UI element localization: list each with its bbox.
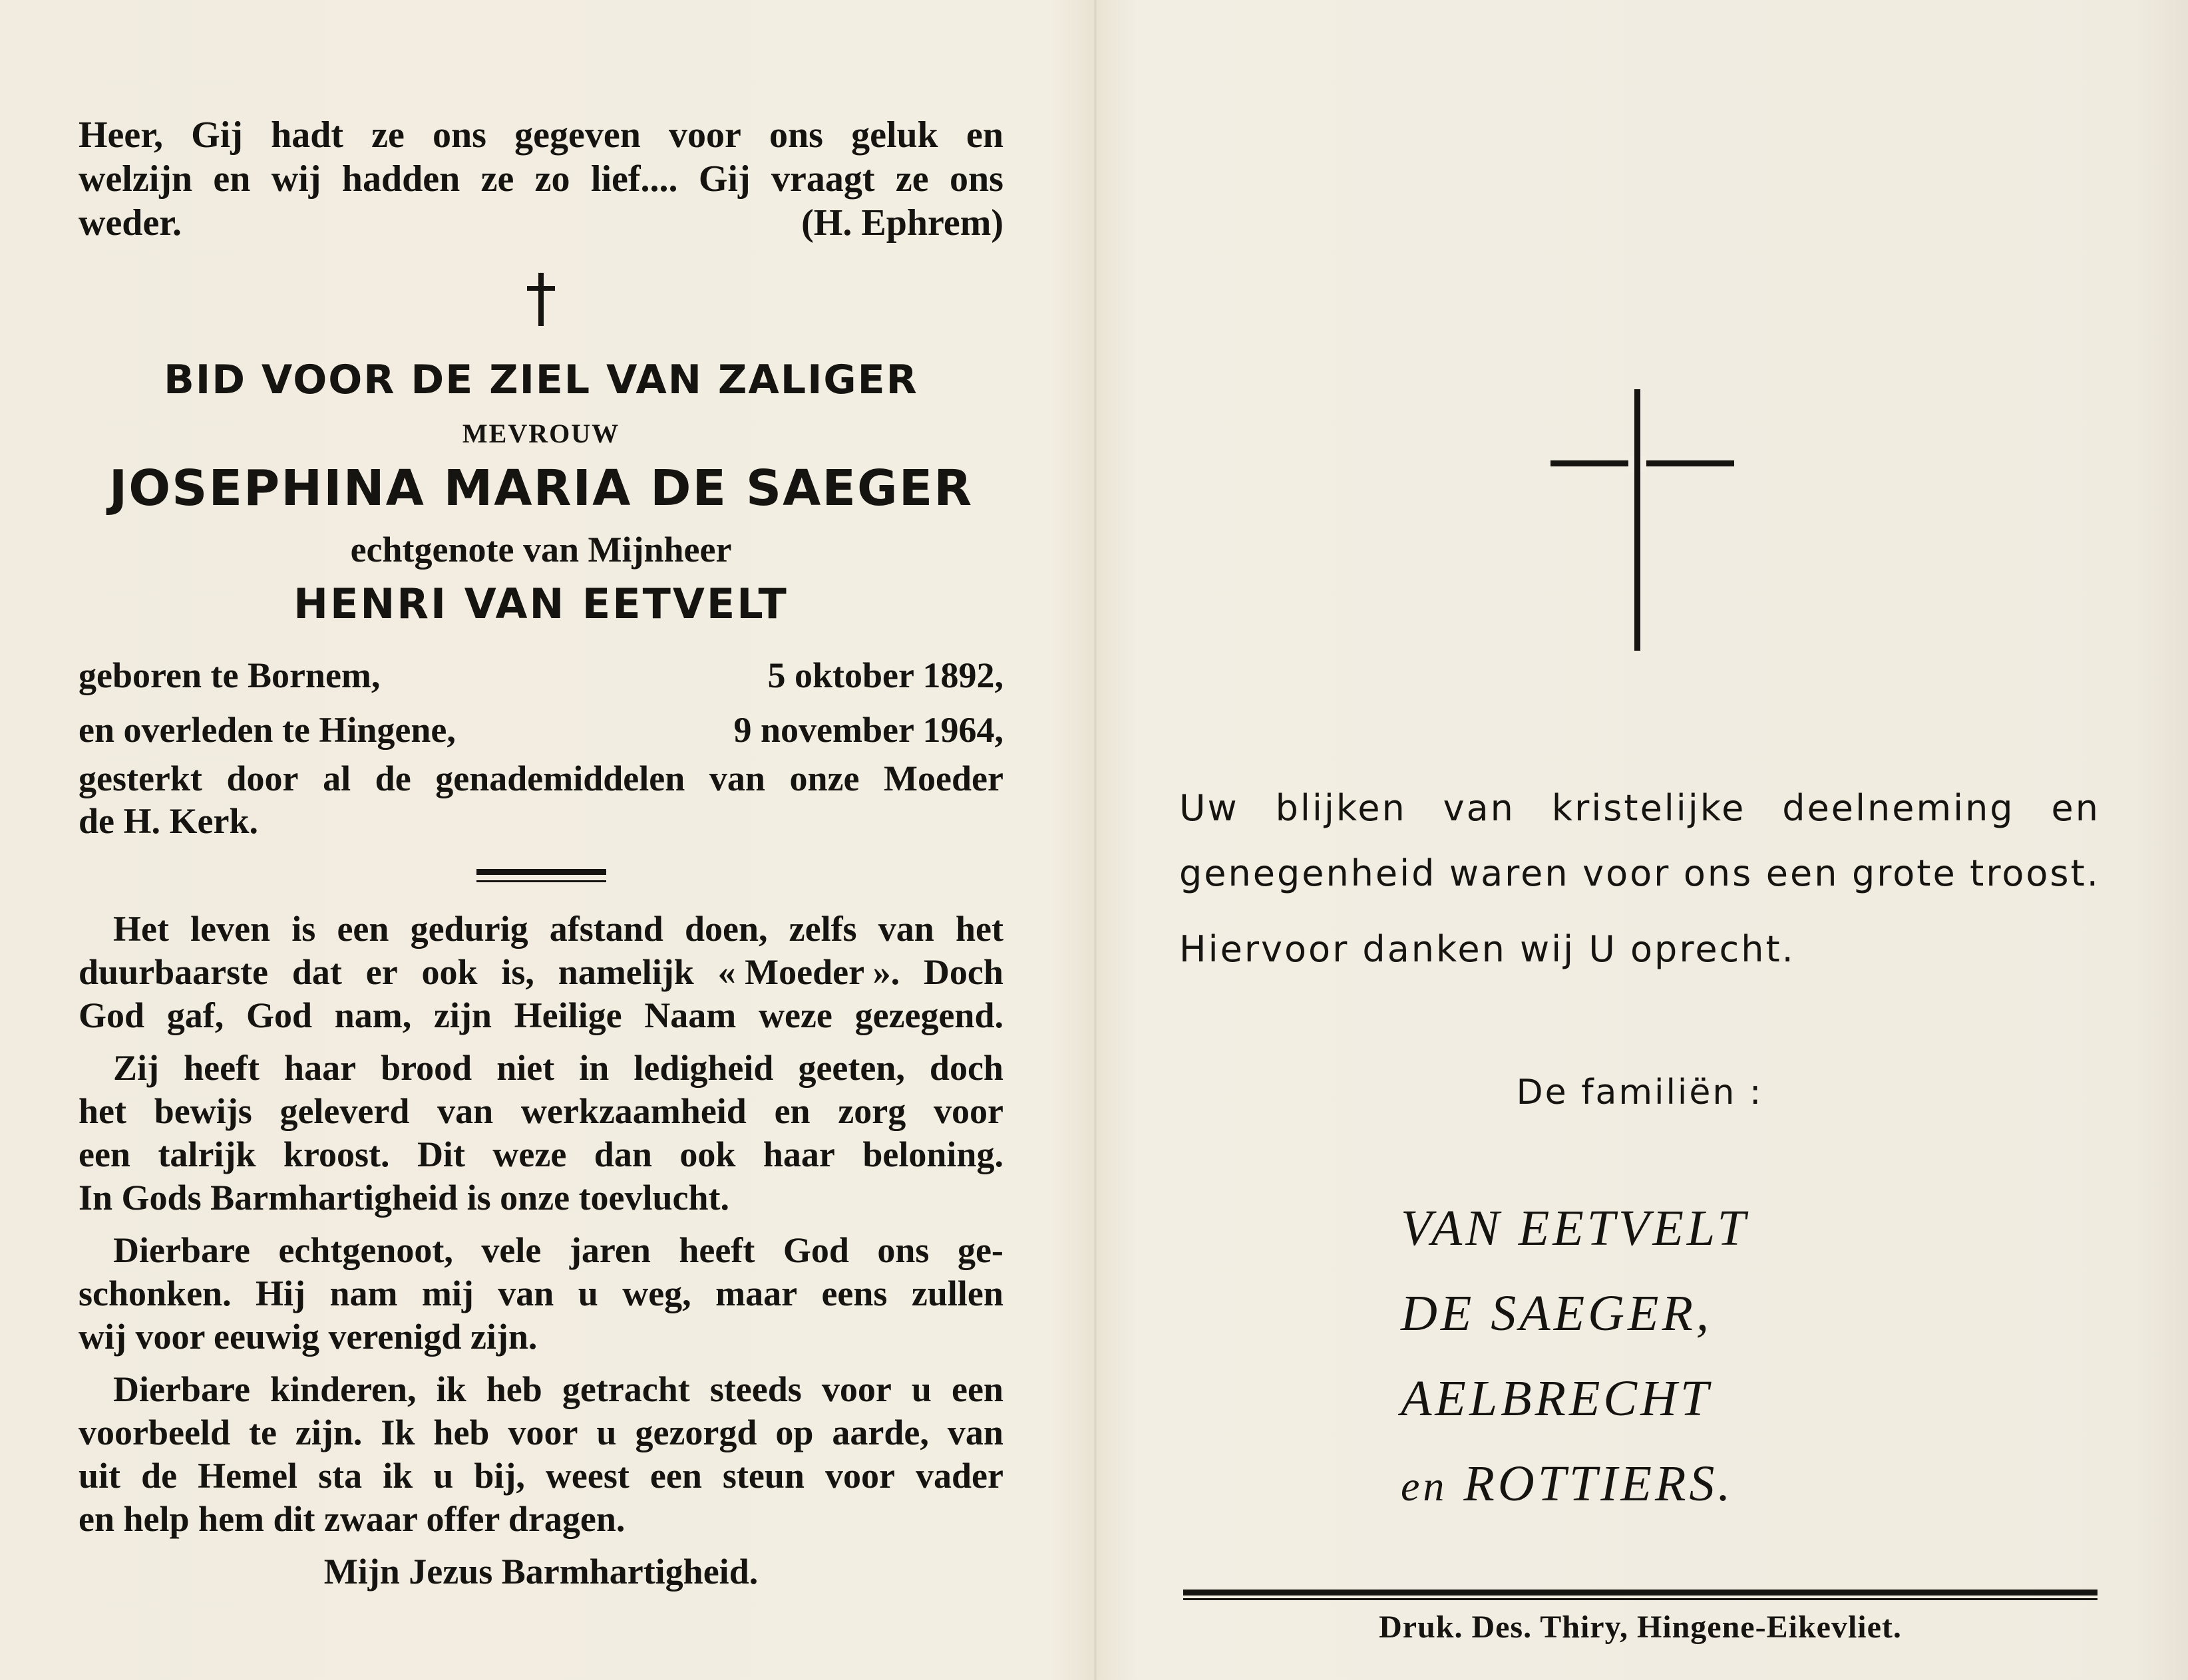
word: gedurig xyxy=(410,909,528,949)
word: heb xyxy=(486,1369,542,1409)
word: een xyxy=(337,909,389,949)
printer-credit: Druk. Des. Thiry, Hingene-Eikevliet. xyxy=(1379,1609,1902,1645)
word: ook xyxy=(421,952,478,992)
epigraph xyxy=(79,113,1003,245)
large-cross-icon xyxy=(1550,389,1734,651)
life-facts xyxy=(79,648,1003,842)
word: is xyxy=(291,909,316,949)
family-name: ROTTIERS. xyxy=(1463,1456,1734,1512)
word: haar xyxy=(284,1048,357,1088)
word: ze xyxy=(895,158,929,200)
birth-place: geboren te Bornem, xyxy=(79,655,381,695)
word: van xyxy=(878,909,934,949)
word: ze xyxy=(480,158,514,200)
death-row xyxy=(79,703,1003,757)
family-name: AELBRECHT xyxy=(1401,1371,1712,1427)
word: de xyxy=(141,1456,178,1496)
word: vader xyxy=(916,1456,1003,1496)
word: doch xyxy=(929,1048,1003,1088)
word: bewijs xyxy=(154,1091,252,1131)
word: zelfs xyxy=(789,909,857,949)
word: u xyxy=(911,1369,932,1409)
birth-date: 5 oktober 1892, xyxy=(767,655,1003,695)
thanks-text xyxy=(1179,776,2100,973)
word: te xyxy=(248,1413,277,1452)
family-name-last xyxy=(1401,1441,2000,1529)
word: genademiddelen xyxy=(435,758,685,798)
word: geluk xyxy=(851,114,938,156)
word: vraagt xyxy=(771,158,875,200)
word: het xyxy=(79,1091,126,1131)
family-name: DE SAEGER, xyxy=(1401,1285,1712,1341)
epigraph-attribution: (H. Ephrem) xyxy=(801,202,1003,244)
paragraph-last-line: wij voor eeuwig verenigd zijn. xyxy=(79,1317,538,1357)
word: echtgenoot, xyxy=(278,1230,453,1270)
word: wij xyxy=(271,158,321,200)
word: voor xyxy=(508,1413,578,1452)
word: nam xyxy=(329,1273,398,1313)
paragraph-line xyxy=(79,908,1003,951)
word: Doch xyxy=(923,952,1003,992)
word: in xyxy=(579,1048,610,1088)
epigraph-line-3 xyxy=(79,201,1003,245)
word: brood xyxy=(381,1048,472,1088)
word: hadt xyxy=(271,114,343,156)
families-label: De familiën : xyxy=(1516,1073,1763,1112)
word: weze xyxy=(492,1134,567,1174)
heading: BID VOOR DE ZIEL VAN ZALIGER xyxy=(164,357,918,403)
word: weest xyxy=(545,1456,630,1496)
word: vele xyxy=(481,1230,542,1270)
word: Zij xyxy=(113,1048,160,1088)
word: van xyxy=(498,1273,554,1313)
word: lief.... xyxy=(590,158,678,200)
word: genegenheid xyxy=(1179,852,1437,894)
word: waren xyxy=(1449,852,1570,894)
word: Uw xyxy=(1179,787,1239,829)
paragraph-line xyxy=(79,1411,1003,1454)
word: Dit xyxy=(417,1134,465,1174)
word: een xyxy=(79,1134,130,1174)
word: ik xyxy=(436,1369,466,1409)
paragraph-line xyxy=(79,1454,1003,1498)
word: aarde, xyxy=(832,1413,929,1452)
word: eens xyxy=(821,1273,888,1313)
paragraph-line xyxy=(79,994,1003,1037)
word: en xyxy=(2051,787,2100,829)
word: jaren xyxy=(569,1230,651,1270)
death-date: 9 november 1964, xyxy=(733,710,1003,750)
paragraph-1 xyxy=(79,908,1003,1037)
word: werkzaamheid xyxy=(520,1091,747,1131)
word: heeft xyxy=(679,1230,755,1270)
word: troost. xyxy=(1970,852,2100,894)
word: ik xyxy=(383,1456,413,1496)
word: Naam xyxy=(644,995,737,1035)
paragraph-line xyxy=(79,1229,1003,1272)
word: van xyxy=(437,1091,494,1131)
word: gesterkt xyxy=(79,758,202,798)
word: « Moeder ». xyxy=(717,952,900,992)
word: en xyxy=(966,114,1003,156)
word: op xyxy=(775,1413,814,1452)
word: zorg xyxy=(838,1091,906,1131)
spouse-intro: echtgenote van Mijnheer xyxy=(350,530,732,570)
word: getracht xyxy=(562,1369,690,1409)
word: is, xyxy=(501,952,534,992)
word: afstand xyxy=(549,909,663,949)
word: Gij xyxy=(191,114,243,156)
bottom-rule xyxy=(1183,1590,2097,1600)
body-text xyxy=(79,908,1003,1594)
word: er xyxy=(365,952,398,992)
word: voor xyxy=(1582,852,1671,894)
word: maar xyxy=(715,1273,798,1313)
word: schonken. xyxy=(79,1273,232,1313)
word: en xyxy=(213,158,251,200)
word: God xyxy=(79,995,145,1035)
word: God xyxy=(783,1230,849,1270)
word: een xyxy=(952,1369,1003,1409)
word: geleverd xyxy=(279,1091,410,1131)
word: zullen xyxy=(911,1273,1003,1313)
word: dan xyxy=(594,1134,652,1174)
word: ledigheid xyxy=(634,1048,774,1088)
word: kroost. xyxy=(283,1134,390,1174)
word: Ik xyxy=(381,1413,415,1452)
word: sta xyxy=(318,1456,363,1496)
word: geeten, xyxy=(798,1048,905,1088)
word: deelneming xyxy=(1782,787,2015,829)
word: doen, xyxy=(684,909,768,949)
word: niet xyxy=(496,1048,555,1088)
thanks-line-1 xyxy=(1179,776,2100,841)
word: dat xyxy=(291,952,342,992)
closing-invocation: Mijn Jezus Barmhartigheid. xyxy=(323,1552,759,1592)
small-cross-icon xyxy=(527,273,555,326)
paragraph-4 xyxy=(79,1368,1003,1541)
word: heb xyxy=(433,1413,490,1452)
word: zijn. xyxy=(295,1413,363,1452)
word: van xyxy=(947,1413,1003,1452)
paragraph-3 xyxy=(79,1229,1003,1359)
birth-row xyxy=(79,648,1003,703)
word: het xyxy=(955,909,1003,949)
word: voor xyxy=(933,1091,1003,1131)
divider xyxy=(476,869,606,882)
word: zijn xyxy=(433,995,492,1035)
word: u xyxy=(596,1413,617,1452)
word: steeds xyxy=(709,1369,802,1409)
word: blijken xyxy=(1275,787,1407,829)
paragraph-line xyxy=(79,951,1003,994)
word: namelijk xyxy=(558,952,694,992)
word: een xyxy=(649,1456,702,1496)
word: ons xyxy=(877,1230,930,1270)
word: van xyxy=(709,758,765,798)
word: nam, xyxy=(334,995,412,1035)
word: Hij xyxy=(256,1273,306,1313)
word: weze xyxy=(758,995,832,1035)
sacraments-line-2: de H. Kerk. xyxy=(79,801,258,841)
word: door xyxy=(226,758,299,798)
word: al xyxy=(323,758,351,798)
word: de xyxy=(375,758,411,798)
word: gezegend. xyxy=(854,995,1003,1035)
word: Heilige xyxy=(514,995,622,1035)
word: Moeder xyxy=(884,758,1003,798)
word: ons xyxy=(769,114,823,156)
epigraph-line-1 xyxy=(79,113,1003,157)
word: God xyxy=(246,995,312,1035)
thanks-line-2 xyxy=(1179,841,2100,906)
word: gegeven xyxy=(514,114,641,156)
word: haar xyxy=(763,1134,835,1174)
title: MEVROUW xyxy=(462,419,620,448)
epigraph-line-2 xyxy=(79,157,1003,201)
death-place: en overleden te Hingene, xyxy=(79,710,456,750)
paragraph-line xyxy=(79,1047,1003,1090)
word: en xyxy=(774,1091,811,1131)
deceased-name: JOSEPHINA MARIA DE SAEGER xyxy=(108,460,974,517)
word: Dierbare xyxy=(113,1369,250,1409)
word: ons xyxy=(949,158,1003,200)
word: voor xyxy=(825,1456,895,1496)
paragraph-line xyxy=(79,1133,1003,1176)
word: gaf, xyxy=(166,995,224,1035)
word: kinderen, xyxy=(270,1369,417,1409)
paragraph-last-line: In Gods Barmhartigheid is onze toevlucht. xyxy=(79,1178,730,1218)
word: Dierbare xyxy=(113,1230,250,1270)
word: mij xyxy=(421,1273,474,1313)
word: van xyxy=(1443,787,1515,829)
word: uit xyxy=(79,1456,121,1496)
word: weg, xyxy=(622,1273,691,1313)
word: hadden xyxy=(341,158,460,200)
thanks-line-3: Hiervoor danken wij U oprecht. xyxy=(1179,928,1795,970)
epigraph-last-word: weder. xyxy=(79,202,182,244)
word: kristelijke xyxy=(1551,787,1746,829)
paragraph-last-line: en help hem dit zwaar offer dragen. xyxy=(79,1499,626,1539)
word: voorbeeld xyxy=(79,1413,230,1452)
word: ons xyxy=(1683,852,1753,894)
word: Heer, xyxy=(79,114,163,156)
word: ons xyxy=(433,114,486,156)
paragraph-line xyxy=(79,1090,1003,1133)
word: u xyxy=(578,1273,598,1313)
word: ook xyxy=(679,1134,736,1174)
word: beloning. xyxy=(862,1134,1003,1174)
word: leven xyxy=(190,909,271,949)
word: bij, xyxy=(474,1456,525,1496)
word: heeft xyxy=(184,1048,260,1088)
families-list xyxy=(1401,1186,2000,1529)
word: Hemel xyxy=(198,1456,298,1496)
word: zo xyxy=(534,158,570,200)
word: steun xyxy=(722,1456,805,1496)
word: u xyxy=(433,1456,454,1496)
word: voor xyxy=(821,1369,892,1409)
word: talrijk xyxy=(158,1134,256,1174)
word: welzijn xyxy=(79,158,193,200)
family-name: VAN EETVELT xyxy=(1401,1200,1749,1256)
paragraph-line xyxy=(79,1368,1003,1411)
card-edge-shadow xyxy=(2135,0,2188,1680)
word: grote xyxy=(1851,852,1957,894)
paragraph-2 xyxy=(79,1047,1003,1220)
word: onze xyxy=(789,758,860,798)
card-fold xyxy=(1094,0,1097,1680)
paragraph-line xyxy=(79,1272,1003,1315)
family-conjunction: en xyxy=(1401,1462,1448,1510)
word: een xyxy=(1765,852,1839,894)
word: duurbaarste xyxy=(79,952,269,992)
word: ze xyxy=(371,114,405,156)
word: Het xyxy=(113,909,169,949)
left-panel xyxy=(79,113,1003,1594)
sacraments-line-1 xyxy=(79,757,1003,800)
word: Gij xyxy=(698,158,751,200)
spouse-name: HENRI VAN EETVELT xyxy=(293,580,789,628)
word: ge- xyxy=(957,1230,1003,1270)
word: gezorgd xyxy=(635,1413,757,1452)
word: voor xyxy=(669,114,741,156)
